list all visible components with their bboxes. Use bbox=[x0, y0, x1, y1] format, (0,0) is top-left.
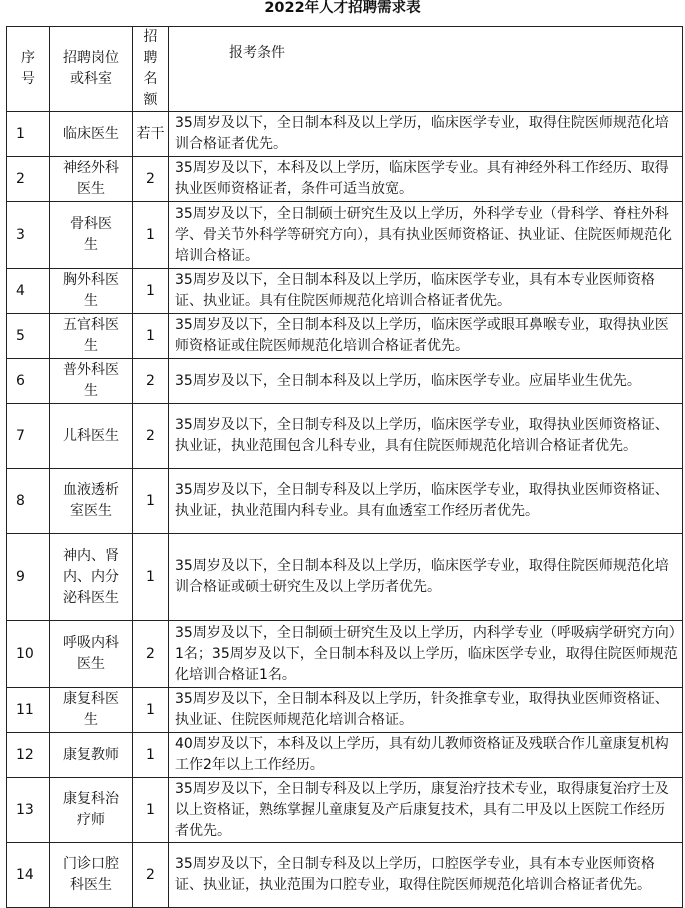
row-count: 2 bbox=[133, 404, 169, 469]
table-row bbox=[7, 778, 683, 843]
row-count: 1 bbox=[133, 269, 169, 314]
row-requirements: 35周岁及以下，全日制专科及以上学历，临床医学专业，取得执业医师资格证、执业证，执业范围内科专业。具有血透室工作经历者优先。 bbox=[169, 469, 683, 534]
row-position: 临床医生 bbox=[50, 112, 133, 157]
row-count: 1 bbox=[133, 314, 169, 359]
table-row bbox=[7, 314, 683, 359]
table-row bbox=[7, 469, 683, 534]
table-row bbox=[7, 688, 683, 733]
table-row bbox=[7, 269, 683, 314]
row-position: 神内、肾内、内分泌科医生 bbox=[50, 534, 133, 621]
row-position: 五官科医生 bbox=[50, 314, 133, 359]
table-row bbox=[7, 621, 683, 688]
row-position: 呼吸内科医生 bbox=[50, 621, 133, 688]
row-requirements: 35周岁及以下，全日制专科及以上学历，临床医学专业，取得执业医师资格证、执业证，执业范围包含儿科专业，具有住院医师规范化培训合格证者优先。 bbox=[169, 404, 683, 469]
row-requirements: 35周岁及以下，全日制本科及以上学历，临床医学专业，取得住院医师规范化培训合格证者优先。 bbox=[169, 112, 683, 157]
row-count: 2 bbox=[133, 157, 169, 202]
row-count: 若干 bbox=[133, 112, 169, 157]
table-row bbox=[7, 202, 683, 269]
row-count: 1 bbox=[133, 469, 169, 534]
table-row bbox=[7, 404, 683, 469]
table-header-row bbox=[7, 27, 683, 112]
row-position: 胸外科医生 bbox=[50, 269, 133, 314]
table-row bbox=[7, 359, 683, 404]
row-requirements: 35周岁及以下，本科及以上学历，临床医学专业。具有神经外科工作经历、取得执业医师资格证者，条件可适当放宽。 bbox=[169, 157, 683, 202]
table-continuation bbox=[6, 893, 682, 900]
row-num: 2 bbox=[7, 157, 50, 202]
recruitment-table bbox=[6, 26, 683, 908]
row-num: 4 bbox=[7, 269, 50, 314]
row-position: 血液透析室医生 bbox=[50, 469, 133, 534]
row-count: 2 bbox=[133, 359, 169, 404]
row-count: 1 bbox=[133, 202, 169, 269]
header-position: 招聘岗位或科室 bbox=[50, 27, 133, 112]
row-requirements: 35周岁及以下，全日制本科及以上学历，临床医学专业，具有本专业医师资格证、执业证。具有住院医师规范化培训合格证者优先。 bbox=[169, 269, 683, 314]
row-count: 1 bbox=[133, 733, 169, 778]
row-position: 骨科医生 bbox=[50, 202, 133, 269]
row-num: 14 bbox=[7, 843, 50, 908]
header-num: 序号 bbox=[7, 27, 50, 112]
table-row bbox=[7, 534, 683, 621]
row-num: 3 bbox=[7, 202, 50, 269]
table-row bbox=[7, 157, 683, 202]
row-count: 1 bbox=[133, 778, 169, 843]
row-num: 8 bbox=[7, 469, 50, 534]
page-title: 2022年人才招聘需求表 bbox=[264, 0, 421, 16]
row-requirements: 40周岁及以下，本科及以上学历，具有幼儿教师资格证及残联合作儿童康复机构工作2年以上工作经历。 bbox=[169, 733, 683, 778]
row-position: 康复科治疗师 bbox=[50, 778, 133, 843]
row-num: 9 bbox=[7, 534, 50, 621]
row-count: 2 bbox=[133, 843, 169, 908]
table-row bbox=[7, 733, 683, 778]
row-position: 康复科医生 bbox=[50, 688, 133, 733]
row-position: 普外科医生 bbox=[50, 359, 133, 404]
row-count: 2 bbox=[133, 621, 169, 688]
row-num: 6 bbox=[7, 359, 50, 404]
row-requirements: 35周岁及以下，全日制本科及以上学历，临床医学专业。应届毕业生优先。 bbox=[169, 359, 683, 404]
row-requirements: 35周岁及以下，全日制本科及以上学历，临床医学或眼耳鼻喉专业，取得执业医师资格证或住院医师规范化培训合格证者优先。 bbox=[169, 314, 683, 359]
row-num: 12 bbox=[7, 733, 50, 778]
row-count: 1 bbox=[133, 534, 169, 621]
row-requirements: 35周岁及以下，全日制本科及以上学历，临床医学专业，取得住院医师规范化培训合格证或硕士研究生及以上学历者优先。 bbox=[169, 534, 683, 621]
row-requirements: 35周岁及以下，全日制专科及以上学历，口腔医学专业，具有本专业医师资格证、执业证，执业范围为口腔专业，取得住院医师规范化培训合格证者优先。 bbox=[169, 843, 683, 908]
row-num: 11 bbox=[7, 688, 50, 733]
row-num: 13 bbox=[7, 778, 50, 843]
row-requirements: 35周岁及以下，全日制硕士研究生及以上学历，外科学专业（骨科学、脊柱外科学、骨关节外科学等研究方向），具有执业医师资格证、执业证、住院医师规范化培训合格证。 bbox=[169, 202, 683, 269]
header-count: 招聘名额 bbox=[133, 27, 169, 112]
row-position: 康复教师 bbox=[50, 733, 133, 778]
row-requirements: 35周岁及以下，全日制专科及以上学历，康复治疗技术专业，取得康复治疗士及以上资格证，熟练掌握儿童康复及产后康复技术，具有二甲及以上医院工作经历者优先。 bbox=[169, 778, 683, 843]
row-position: 儿科医生 bbox=[50, 404, 133, 469]
table-row bbox=[7, 112, 683, 157]
row-requirements: 35周岁及以下，全日制本科及以上学历，针灸推拿专业，取得执业医师资格证、执业证、住院医师规范化培训合格证。 bbox=[169, 688, 683, 733]
row-position: 神经外科医生 bbox=[50, 157, 133, 202]
row-count: 1 bbox=[133, 688, 169, 733]
row-requirements: 35周岁及以下，全日制硕士研究生及以上学历，内科学专业（呼吸病学研究方向）1名；35周岁及以下，全日制本科及以上学历，临床医学专业，取得住院医师规范化培训合格证1名。 bbox=[169, 621, 683, 688]
row-num: 7 bbox=[7, 404, 50, 469]
row-num: 5 bbox=[7, 314, 50, 359]
header-requirements: 报考条件 bbox=[169, 27, 683, 112]
row-num: 1 bbox=[7, 112, 50, 157]
row-position: 门诊口腔科医生 bbox=[50, 843, 133, 908]
row-num: 10 bbox=[7, 621, 50, 688]
